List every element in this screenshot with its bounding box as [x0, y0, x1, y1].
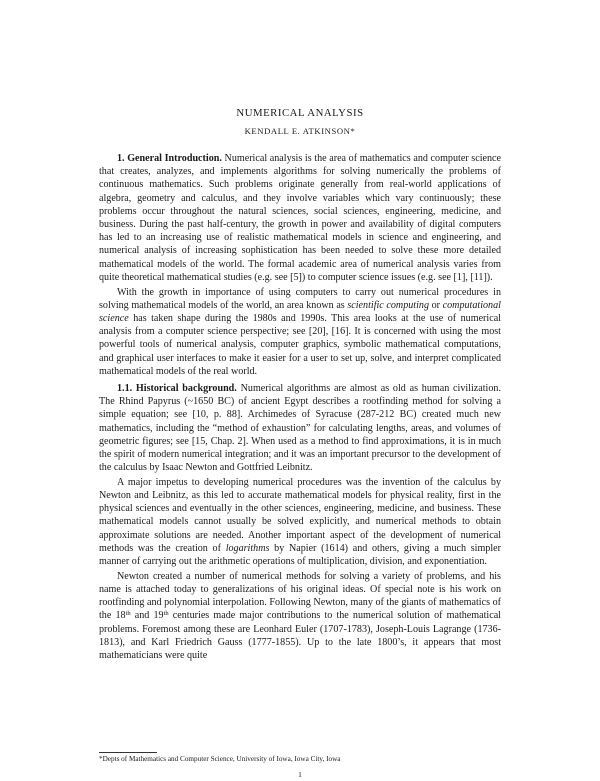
section-1-1-paragraph-3 — [99, 570, 501, 662]
superscript-th-2: th — [163, 610, 169, 618]
section-1-text-1: Numerical analysis is the area of mathematics and computer science that creates, analyzes, and implements algorithms for solving numerically the problems of continuous mathematics. Such problems originate generally from real-world applications of algebra, geometry and calculus, and they involve variables which vary continuously; these problems occur throughout the natural sciences, social sciences, engineering, medicine, and business. During the past half-century, the growth in power and availability of digital computers has led to an increasing use of realistic mathematical models in science and engineering, and numerical analysis of increasing sophistication has been needed to solve these more detailed mathematical models of the world. The formal academic area of numerical analysis varies from quite theoretical mathematical studies (e.g. see [5]) to computer science issues (e.g. see [1], [11]). — [99, 153, 501, 283]
page-number: 1 — [298, 770, 302, 779]
term-computational-science: computational science — [99, 299, 501, 324]
footnote-rule — [99, 752, 157, 753]
section-1-1-paragraph-2 — [99, 476, 501, 568]
paper-body — [99, 152, 501, 664]
term-scientific-computing: scientific computing — [347, 299, 429, 311]
section-1-1-text-2b: by Napier (1614) and others, giving a much simpler manner of carrying out the arithmetic operations of multiplication, division, and exponentiation. — [99, 542, 501, 568]
section-1-1-text-1: Numerical algorithms are almost as old as human civilization. The Rhind Papyrus (~1650 BC) of ancient Egypt describes a rootfinding method for solving a simple equation; see [10, p. 88]. Archimedes of Syracuse (287-212 BC) created much new mathematics, including the “method of exhaustion” for calculating lengths, areas, and volumes of geometric figures; see [15, Chap. 2]. When used as a method to find approximations, it is in much the spirit of modern numerical integration; and it was an important precursor to the development of the calculus by Isaac Newton and Gottfried Leibnitz. — [99, 382, 501, 474]
superscript-th-1: th — [125, 610, 131, 618]
section-1-heading: 1. General Introduction. — [117, 153, 222, 164]
section-1-paragraph-2 — [99, 286, 501, 378]
section-1-1-paragraph-1 — [99, 382, 501, 474]
section-1-text-or: or — [431, 299, 441, 311]
section-1-text-2a: With the growth in importance of using computers to carry out numerical procedures in solving mathematical models of the world, an area known as — [99, 286, 501, 311]
term-logarithms: logarithms — [225, 542, 270, 554]
section-1-1-text-3a: Newton created a number of numerical methods for solving a variety of problems, and his name is attached today to generalizations of his original ideas. Of special note is his work on rootfinding and polynomial interpolation. Following Newton, many of the giants of mathematics of the 18 — [99, 570, 501, 622]
section-1-1-text-2a: A major impetus to developing numerical procedures was the invention of the calculus by Newton and Leibnitz, as this led to accurate mathematical models for physical reality, first in the physical sciences and eventually in the other sciences, engineering, medicine, and business. These mathematical models cannot usually be solved explicitly, and numerical methods to obtain approximate solutions are needed. Another important aspect of the development of numerical methods was the creation of — [99, 476, 501, 554]
footnote: *Depts of Mathematics and Computer Science, University of Iowa, Iowa City, Iowa — [99, 755, 341, 763]
section-1-text-2b: has taken shape during the 1980s and 1990s. This area looks at the use of numerical analysis from a computer science perspective; see [20], [16]. It is concerned with using the most powerful tools of numerical analysis, computer graphics, symbolic mathematical computations, and graphical user interfaces to make it easier for a user to set up, solve, and interpret complicated mathematical models of the real world. — [99, 312, 501, 377]
section-1-1-text-3and: and 19 — [134, 610, 164, 622]
paper-title: NUMERICAL ANALYSIS — [236, 107, 364, 119]
section-1-1-text-3b: centuries made major contributions to the numerical solution of mathematical problems. Foremost among these are Leonhard Euler (1707-1783), Joseph-Louis Lagrange (1736-1813), and Karl Friedrich Gauss (1777-1855). Up to the late 1800’s, it appears that most mathematicians were quite — [99, 610, 501, 662]
section-1-paragraph-1 — [99, 152, 501, 284]
section-1-1-heading: 1.1. Historical background. — [117, 382, 237, 394]
paper-author: KENDALL E. ATKINSON* — [244, 126, 356, 136]
